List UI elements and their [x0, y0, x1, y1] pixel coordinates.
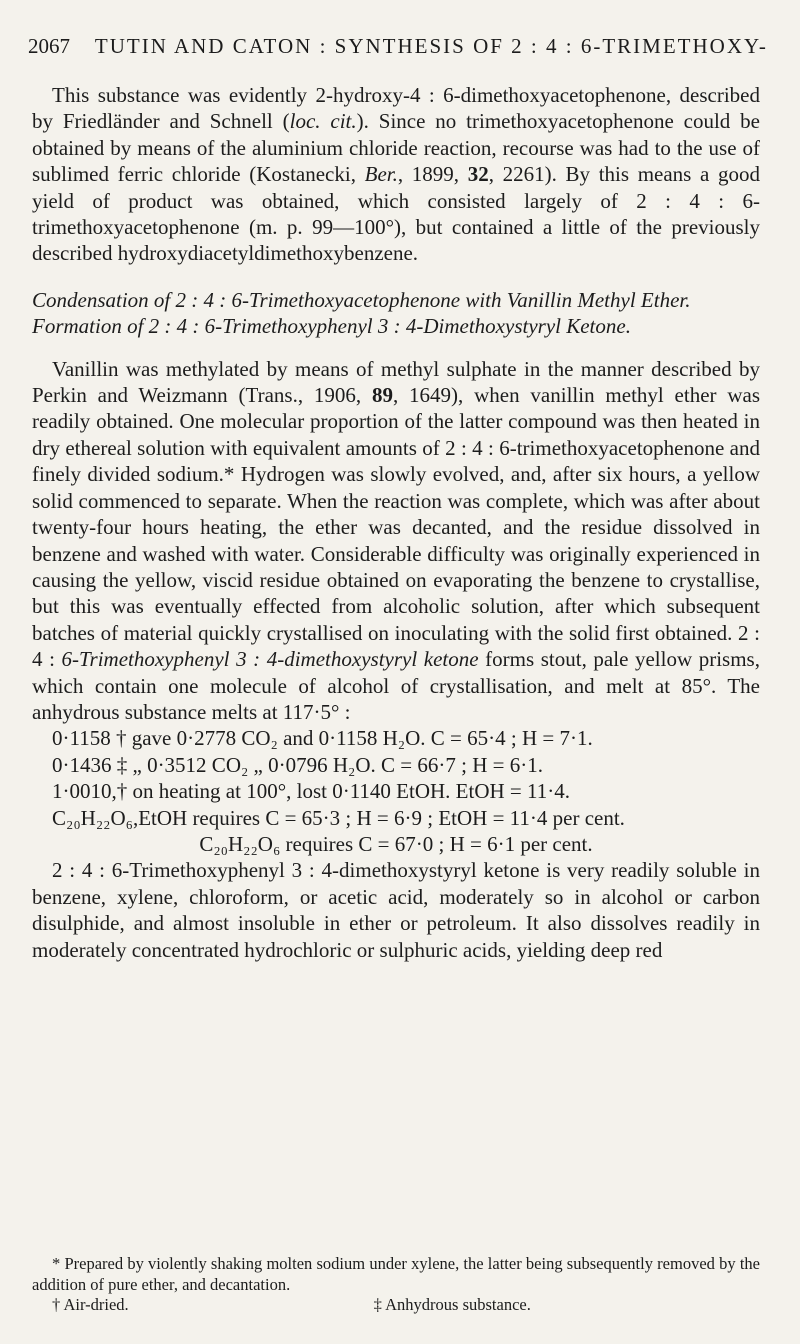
running-header	[28, 34, 780, 59]
analysis-block	[32, 725, 760, 857]
section-heading: Condensation of 2 : 4 : 6-Trimethoxyacetophenone with Vanillin Methyl Ether. Formation of 2 : 4 : 6-Trimethoxyphenyl 3 : 4-Dimethoxystyryl Ketone.	[32, 287, 691, 339]
journal-ber-italic: Ber.	[364, 162, 398, 187]
paragraph-2-text-c: forms stout, pale yellow prisms, which contain one molecule of alcohol of crystallisation, and melt at 85°. The anhydrous substance melts at 117·5° :	[32, 647, 760, 724]
footnote-dagger: † Air-dried.	[52, 1295, 129, 1314]
paragraph-2	[32, 356, 760, 726]
compound-name-italic: 6-Trimethoxyphenyl 3 : 4-dimethoxystyryl ketone	[61, 647, 479, 672]
footnote-double-dagger: ‡ Anhydrous substance.	[373, 1295, 531, 1314]
footnotes	[32, 1254, 760, 1316]
article-body	[32, 82, 760, 963]
paragraph-1-text-d: , 2261). By this means a good yield of product was obtained, which consisted largely of 2 : 4 : 6-trimethoxyacetophenone (m. p. 99—100°), but contained a little of the previously described hydroxydiacetyldimethoxybenzene.	[32, 162, 760, 266]
paragraph-2-text-b: , 1649), when vanillin methyl ether was readily obtained. One molecular proportion of the latter compound was then heated in dry ethereal solution with equivalent amounts of 2 : 4 : 6-trimethoxyacetophenone and finely divided sodium.* Hydrogen was slowly evolved, and, after six hours, a yellow solid commenced to separate. When the reaction was complete, which was after about twenty-four hours heating, the ether was decanted, and the residue dissolved in benzene and washed with water. Considerable difficulty was originally experienced in causing the yellow, viscid residue obtained on evaporating the benzene to crystallise, but this was eventually effected from alcoholic solution, after which subsequent batches of material quickly crystallised on inoculating with the solid first obtained. 2 : 4 :	[32, 383, 761, 672]
analysis-line-2: 0·1436 ‡ „ 0·3512 CO₂ „ 0·0796 H₂O. C = 66·7 ; H = 6·1.	[52, 752, 543, 777]
loc-cit-italic: loc. cit.	[289, 109, 357, 134]
analysis-line-1: 0·1158 † gave 0·2778 CO₂ and 0·1158 H₂O. C = 65·4 ; H = 7·1.	[52, 726, 593, 751]
paragraph-1-text-c: , 1899,	[397, 162, 468, 187]
footnote-daggers	[32, 1295, 760, 1316]
analysis-line-4: C₂₀H₂₂O₆,EtOH requires C = 65·3 ; H = 6·9 ; EtOH = 11·4 per cent.	[52, 805, 625, 830]
analysis-line-3: 1·0010,† on heating at 100°, lost 0·1140 EtOH. EtOH = 11·4.	[52, 779, 570, 804]
page-number: 2067	[28, 34, 70, 58]
paragraph-1-text-b: ). Since no trimethoxyacetophenone could be obtained by means of the aluminium chloride reaction, recourse was had to the use of sublimed ferric chloride (Kostanecki,	[32, 109, 760, 187]
footnote-star: * Prepared by violently shaking molten sodium under xylene, the latter being subsequently removed by the addition of pure ether, and decantation.	[32, 1254, 760, 1294]
running-title: TUTIN AND CATON : SYNTHESIS OF 2 : 4 : 6-TRIMETHOXY-	[94, 34, 768, 58]
volume-number: 89	[371, 383, 393, 408]
paragraph-1	[32, 82, 760, 267]
analysis-line-5: C₂₀H₂₂O₆ requires C = 67·0 ; H = 6·1 per cent.	[199, 831, 593, 856]
paragraph-1-text-a: This substance was evidently 2-hydroxy-4 : 6-dimethoxyacetophenone, described by Friedländer and Schnell (	[32, 83, 760, 134]
paragraph-2-text-a: Vanillin was methylated by means of methyl sulphate in the manner described by Perkin and Weizmann (Trans., 1906,	[32, 356, 760, 408]
paragraph-3: 2 : 4 : 6-Trimethoxyphenyl 3 : 4-dimethoxystyryl ketone is very readily soluble in benzene, xylene, chloroform, or acetic acid, moderately so in alcohol or carbon disulphide, and almost insoluble in ether or petroleum. It also dissolves readily in moderately concentrated hydrochloric or sulphuric acids, yielding deep red	[32, 858, 760, 962]
volume-number: 32	[467, 162, 489, 187]
